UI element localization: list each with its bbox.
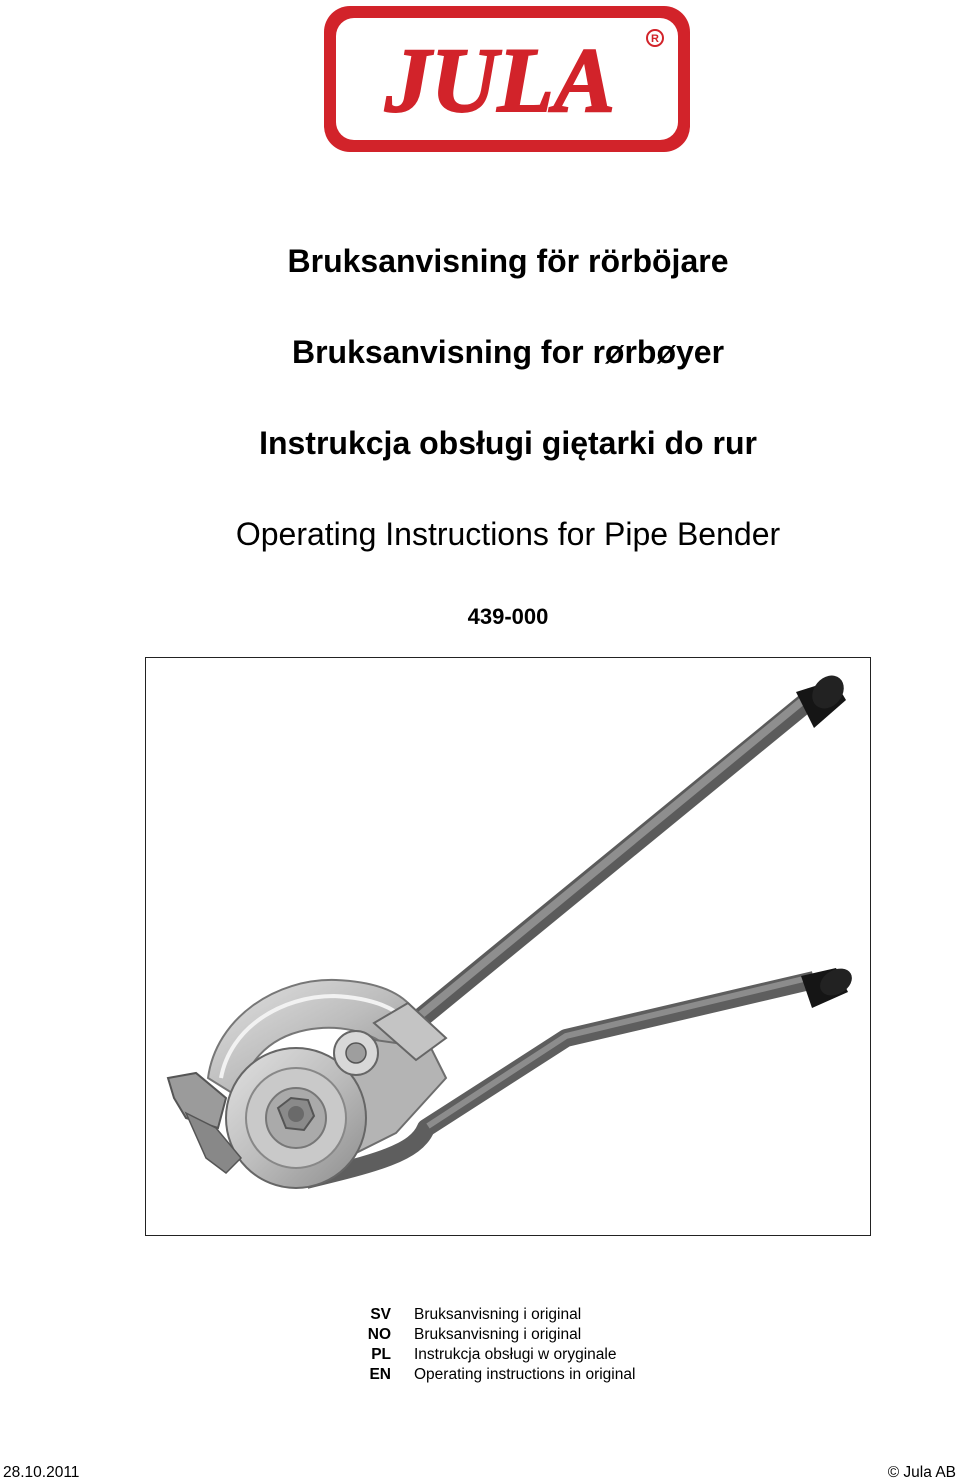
language-text: Bruksanvisning i original bbox=[414, 1306, 582, 1323]
language-code: NO bbox=[367, 1326, 391, 1343]
jula-logo-graphic bbox=[322, 4, 692, 154]
language-code: SV bbox=[370, 1306, 391, 1323]
logo-wordmark: JULA bbox=[385, 29, 615, 131]
language-list bbox=[355, 1305, 635, 1385]
article-number: 439-000 bbox=[467, 604, 549, 629]
language-row-sv bbox=[355, 1305, 635, 1325]
language-code: EN bbox=[369, 1366, 391, 1383]
language-text: Bruksanvisning i original bbox=[414, 1326, 582, 1343]
language-row-pl bbox=[355, 1345, 635, 1365]
footer-date: 28.10.2011 bbox=[3, 1464, 80, 1481]
language-text: Instrukcja obsługi w oryginale bbox=[414, 1346, 617, 1363]
jula-logo bbox=[322, 4, 692, 154]
pipe-bender-photo bbox=[146, 658, 870, 1235]
title-norwegian: Bruksanvisning for rørbøyer bbox=[291, 334, 725, 370]
title-polish: Instrukcja obsługi giętarki do rur bbox=[259, 425, 757, 461]
title-english: Operating Instructions for Pipe Bender bbox=[235, 516, 781, 552]
language-text: Operating instructions in original bbox=[414, 1366, 636, 1383]
registered-mark: R bbox=[651, 33, 659, 45]
title-swedish: Bruksanvisning för rörböjare bbox=[287, 243, 729, 279]
footer-copyright: © Jula AB bbox=[887, 1464, 956, 1481]
language-code: PL bbox=[371, 1346, 391, 1363]
language-row-en bbox=[355, 1365, 635, 1385]
language-row-no bbox=[355, 1325, 635, 1345]
product-photo-frame bbox=[145, 657, 871, 1236]
